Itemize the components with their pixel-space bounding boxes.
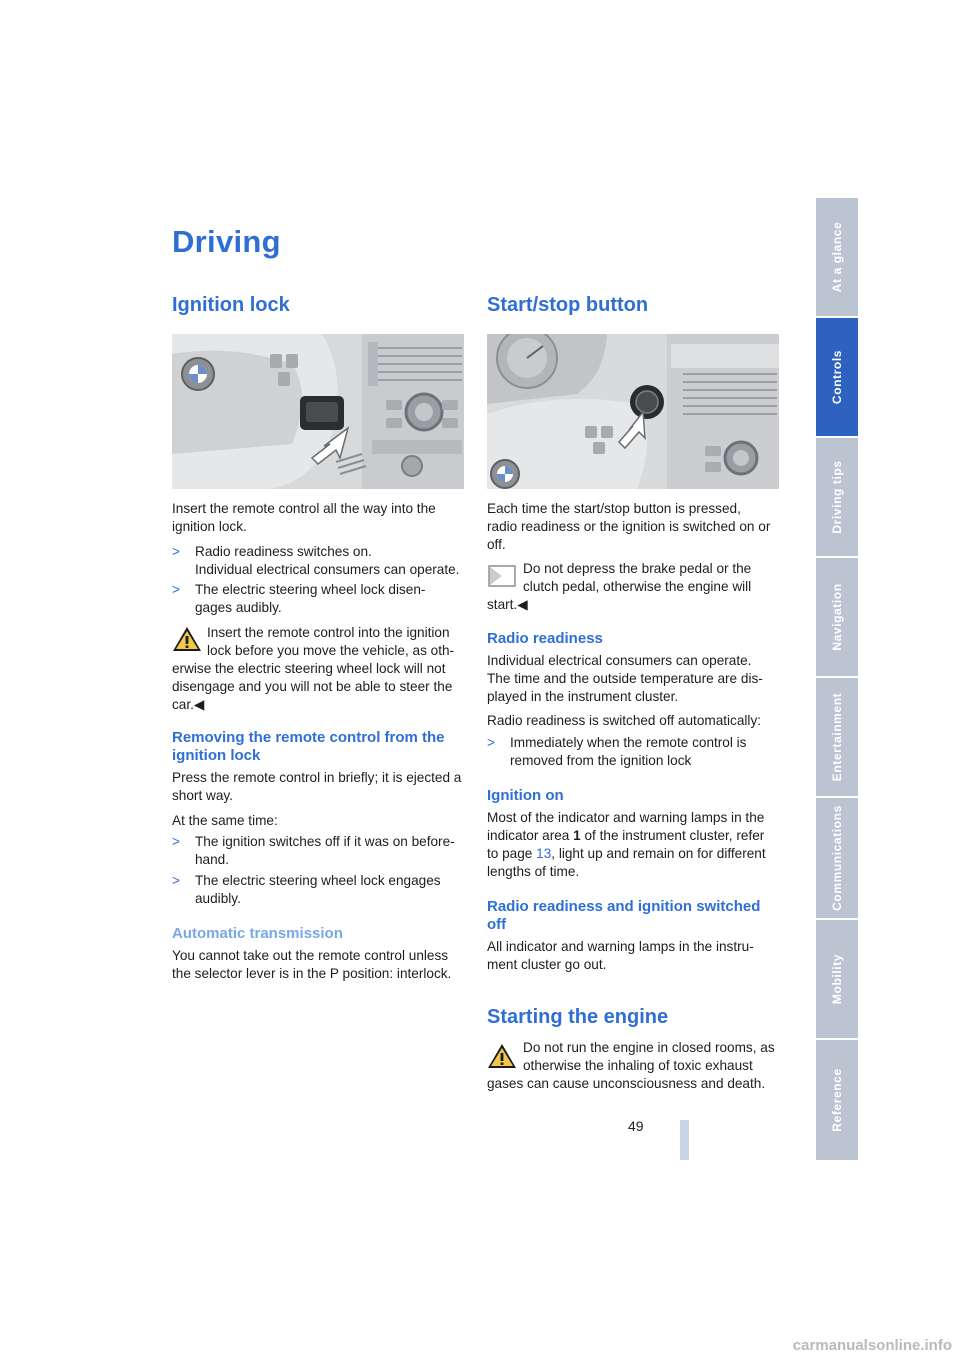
paragraph-line: Individual electrical consumers can operate. [487,653,752,668]
paragraph-line: Radio readiness is switched off automatically: [487,713,762,728]
indicator-area-number: 1 [573,828,581,843]
list-item [172,543,464,579]
tab-at-a-glance[interactable] [816,198,858,318]
starting-engine-heading: Starting the engine [487,1006,669,1028]
radio-readiness-heading: Radio readiness [487,630,603,647]
tab-label: Mobility [830,953,844,1005]
note-icon [488,565,516,587]
paragraph-line: At the same time: [172,813,278,828]
ignition-lock-heading: Ignition lock [172,294,290,316]
warning-text-line: disengage and you will not be able to steer the [172,679,453,694]
tab-reference[interactable] [816,1040,858,1160]
warning-text-line: Insert the remote control into the ignition [207,625,450,640]
heading-line: Radio readiness and ignition switched [487,898,761,915]
paragraph-line: All indicator and warning lamps in the instru- [487,939,754,954]
list-item [172,581,464,617]
bullet-marker: > [172,834,180,849]
warning-text-line: lock before you move the vehicle, as oth- [207,643,455,658]
paragraph-line: You cannot take out the remote control unless [172,948,449,963]
radio-ignition-off-heading [487,898,787,934]
tab-label: Navigation [830,583,844,651]
heading-line: Removing the remote control from the [172,729,445,746]
heading-line: off [487,916,507,933]
page-number: 49 [628,1118,644,1134]
note-text-line: clutch pedal, otherwise the engine will [523,579,752,594]
warning-text-line: Do not run the engine in closed rooms, as [523,1040,775,1055]
text-run: to page [487,846,537,861]
chapter-tabs [816,198,858,1160]
ignition-lock-drawing [172,334,464,489]
start-stop-heading: Start/stop button [487,294,649,316]
paragraph-line: lengths of time. [487,864,580,879]
bullet-line: The electric steering wheel lock disen- [195,582,426,597]
tab-navigation[interactable] [816,558,858,678]
paragraph-line: short way. [172,788,233,803]
note-text-line: start.◀ [487,597,528,612]
ignition-lock-intro: Insert the remote control all the way into the ignition lock. [172,501,436,534]
warning-text-line: gases can cause unconsciousness and death. [487,1076,766,1091]
tab-label: At a glance [830,221,844,293]
list-item [172,833,472,869]
bullet-line: The electric steering wheel lock engages [195,873,441,888]
automatic-transmission-heading: Automatic transmission [172,925,343,942]
page-marker-bar [680,1120,689,1160]
watermark: carmanualsonline.info [792,1337,952,1354]
paragraph-line [487,845,787,863]
start-stop-drawing [487,334,779,489]
ignition-lock-illustration [172,334,464,489]
text-run: indicator area [487,828,574,843]
tab-label: Communications [830,805,844,911]
tab-label: Reference [830,1068,844,1132]
tab-label: Entertainment [830,692,844,782]
warning-text-line: otherwise the inhaling of toxic exhaust [523,1058,753,1073]
paragraph-line: Press the remote control in briefly; it is ejected a [172,770,462,785]
bullet-marker: > [172,873,180,888]
paragraph-line: the selector lever is in the P position: interlock. [172,966,452,981]
list-item [172,872,472,908]
bullet-marker: > [172,544,180,559]
text-run: of the instrument cluster, refer [580,828,765,843]
paragraph-line: off. [487,537,506,552]
tab-mobility[interactable] [816,920,858,1040]
list-item [487,734,787,770]
tab-entertainment[interactable] [816,678,858,798]
bullet-line: Immediately when the remote control is [510,735,747,750]
bullet-line: removed from the ignition lock [510,753,692,768]
paragraph-line: radio readiness or the ignition is switched on or [487,519,771,534]
bullet-line: audibly. [195,891,241,906]
ignition-on-heading: Ignition on [487,787,564,804]
page-title: Driving [172,224,281,259]
page-reference-link[interactable]: 13 [536,846,552,861]
paragraph-line: The time and the outside temperature are dis- [487,671,763,686]
bullet-line: Radio readiness switches on. [195,544,372,559]
paragraph-line: played in the instrument cluster. [487,689,679,704]
removing-remote-heading [172,729,472,765]
tab-label: Driving tips [830,460,844,534]
note-text-line: Do not depress the brake pedal or the [523,561,752,576]
warning-triangle-icon [172,626,202,652]
tab-communications[interactable] [816,798,858,920]
bullet-line: gages audibly. [195,600,282,615]
warning-triangle-icon [487,1043,517,1069]
paragraph-line: Each time the start/stop button is pressed, [487,501,741,516]
bullet-line: Individual electrical consumers can operate. [195,562,460,577]
heading-line: ignition lock [172,747,261,764]
tab-controls[interactable] [816,318,858,438]
tab-label: Controls [830,349,844,405]
bullet-line: hand. [195,852,230,867]
paragraph-line: ment cluster go out. [487,957,607,972]
start-stop-illustration [487,334,779,489]
bullet-marker: > [172,582,180,597]
bullet-marker: > [487,735,495,750]
tab-driving-tips[interactable] [816,438,858,558]
paragraph-line [487,827,787,845]
bullet-line: The ignition switches off if it was on before- [195,834,455,849]
warning-text-line: erwise the electric steering wheel lock will not [172,661,446,676]
text-run: , light up and remain on for different [551,846,766,861]
warning-text-line: car.◀ [172,697,205,712]
paragraph-line: Most of the indicator and warning lamps in the [487,810,765,825]
